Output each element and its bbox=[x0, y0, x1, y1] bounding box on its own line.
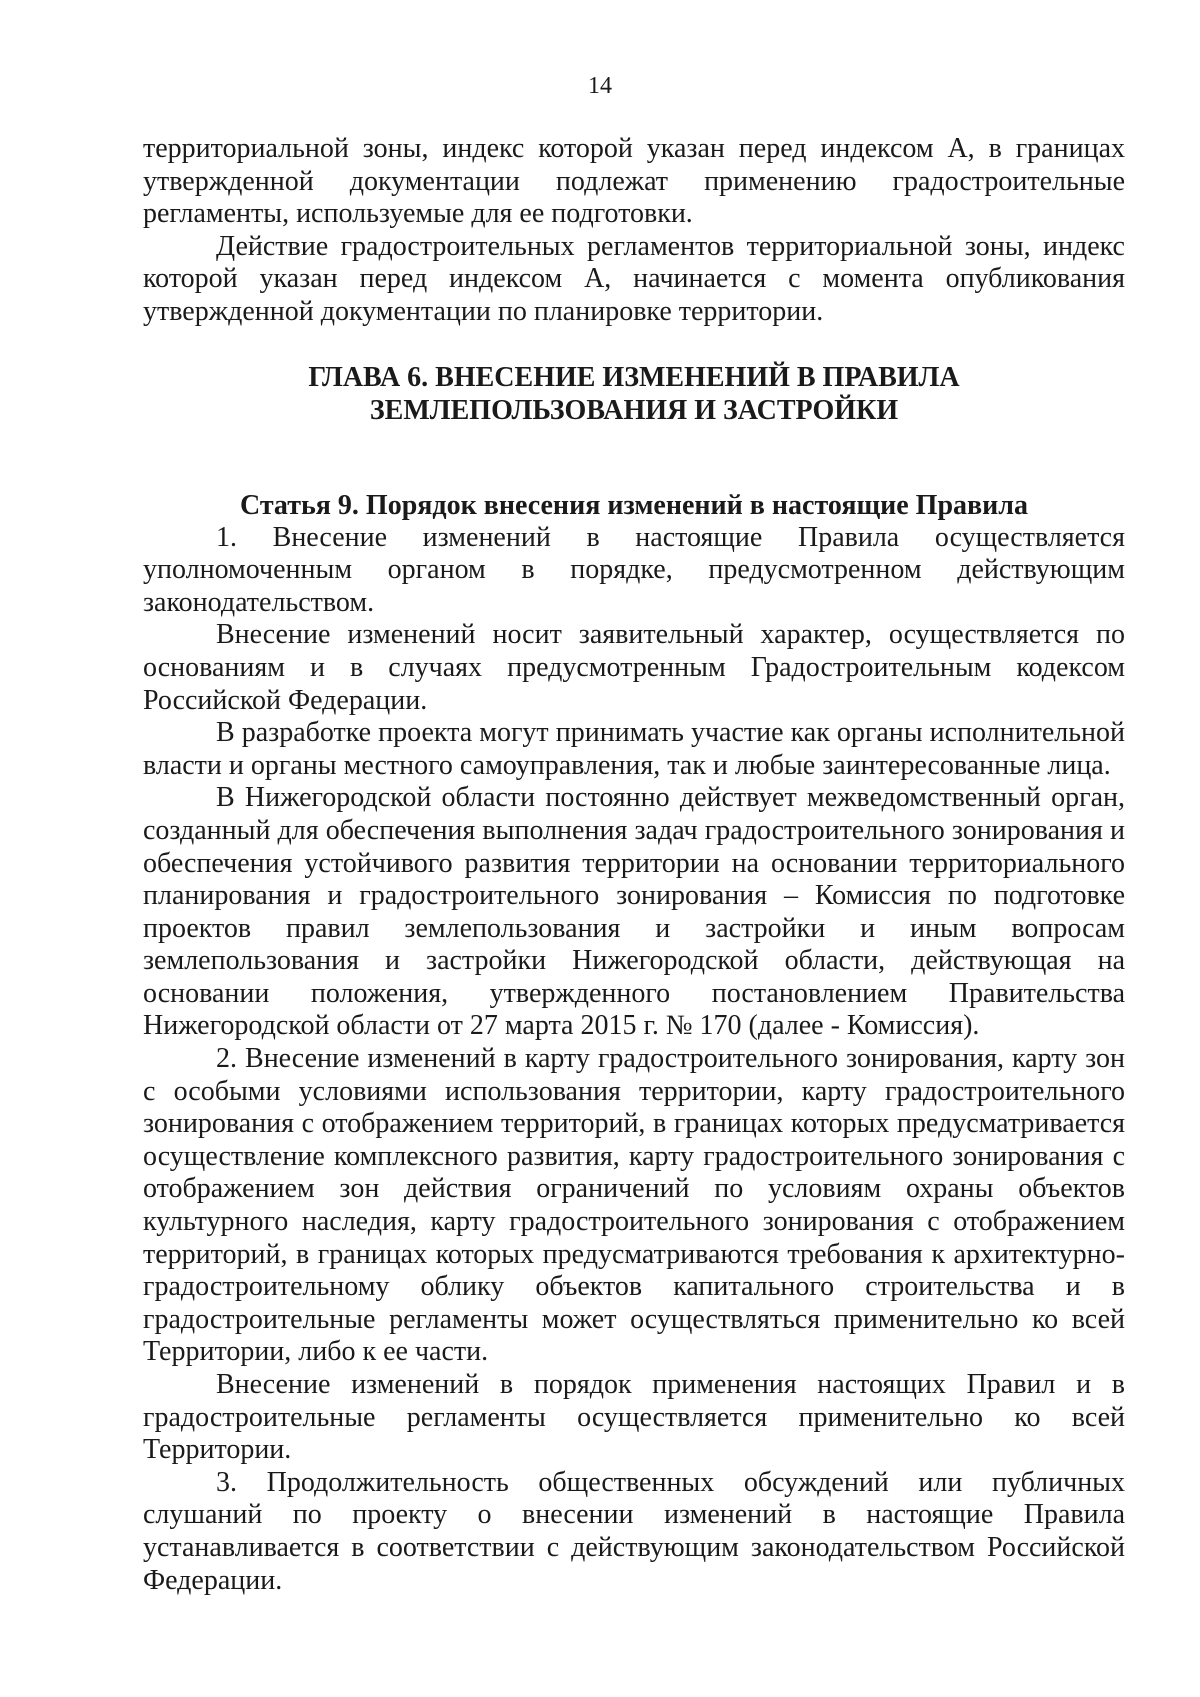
paragraph: 2. Внесение изменений в карту градостроительного зонирования, карту зон с особыми условиями использования территории, карту градостроительного зонирования с отображением территорий, в границах которых предусматривается осуществление комплексного развития, карту градостроительного зонирования с отображением зон действия ограничений по условиям охраны объектов культурного наследия, карту градостроительного зонирования с отображением территорий, в границах которых предусматриваются требования к архитектурно-градостроительному облику объектов капитального строительства и в градостроительные регламенты может осуществляться применительно ко всей Территории, либо к ее части. bbox=[143, 1043, 1125, 1368]
chapter-heading-line-2: ЗЕМЛЕПОЛЬЗОВАНИЯ И ЗАСТРОЙКИ bbox=[369, 394, 899, 426]
paragraph-continuation: территориальной зоны, индекс которой указан перед индексом А, в границах утвержденной документации подлежат применению градостроительные регламенты, используемые для ее подготовки. bbox=[143, 133, 1125, 230]
paragraph: В разработке проекта могут принимать участие как органы исполнительной власти и органы местного самоуправления, так и любые заинтересованные лица. bbox=[143, 717, 1125, 781]
paragraph: В Нижегородской области постоянно действует межведомственный орган, созданный для обеспечения выполнения задач градостроительного зонирования и обеспечения устойчивого развития территории на основании территориального планирования и градостроительного зонирования – Комиссия по подготовке проектов правил землепользования и застройки и иным вопросам землепользования и застройки Нижегородской области, действующая на основании положения, утвержденного постановлением Правительства Нижегородской области от 27 марта 2015 г. № 170 (далее - Комиссия). bbox=[143, 782, 1125, 1042]
paragraph: 3. Продолжительность общественных обсуждений или публичных слушаний по проекту о внесении изменений в настоящие Правила устанавливается в соответствии с действующим законодательством Российской Федерации. bbox=[143, 1466, 1125, 1596]
paragraph: Внесение изменений носит заявительный характер, осуществляется по основаниям и в случаях предусмотренным Градостроительным кодексом Российской Федерации. bbox=[143, 619, 1125, 716]
paragraph: 1. Внесение изменений в настоящие Правила осуществляется уполномоченным органом в порядке, предусмотренном действующим законодательством. bbox=[143, 521, 1125, 618]
paragraph: Внесение изменений в порядок применения настоящих Правил и в градостроительные регламенты осуществляется применительно ко всей Территории. bbox=[143, 1369, 1125, 1466]
page-content bbox=[143, 133, 1125, 1597]
page-number: 14 bbox=[588, 73, 612, 99]
chapter-heading bbox=[143, 361, 1125, 427]
chapter-heading-line-1: ГЛАВА 6. ВНЕСЕНИЕ ИЗМЕНЕНИЙ В ПРАВИЛА bbox=[308, 361, 960, 393]
article-heading: Статья 9. Порядок внесения изменений в настоящие Правила bbox=[239, 489, 1028, 521]
paragraph: Действие градостроительных регламентов территориальной зоны, индекс которой указан перед индексом А, начинается с момента опубликования утвержденной документации по планировке территории. bbox=[143, 230, 1125, 327]
